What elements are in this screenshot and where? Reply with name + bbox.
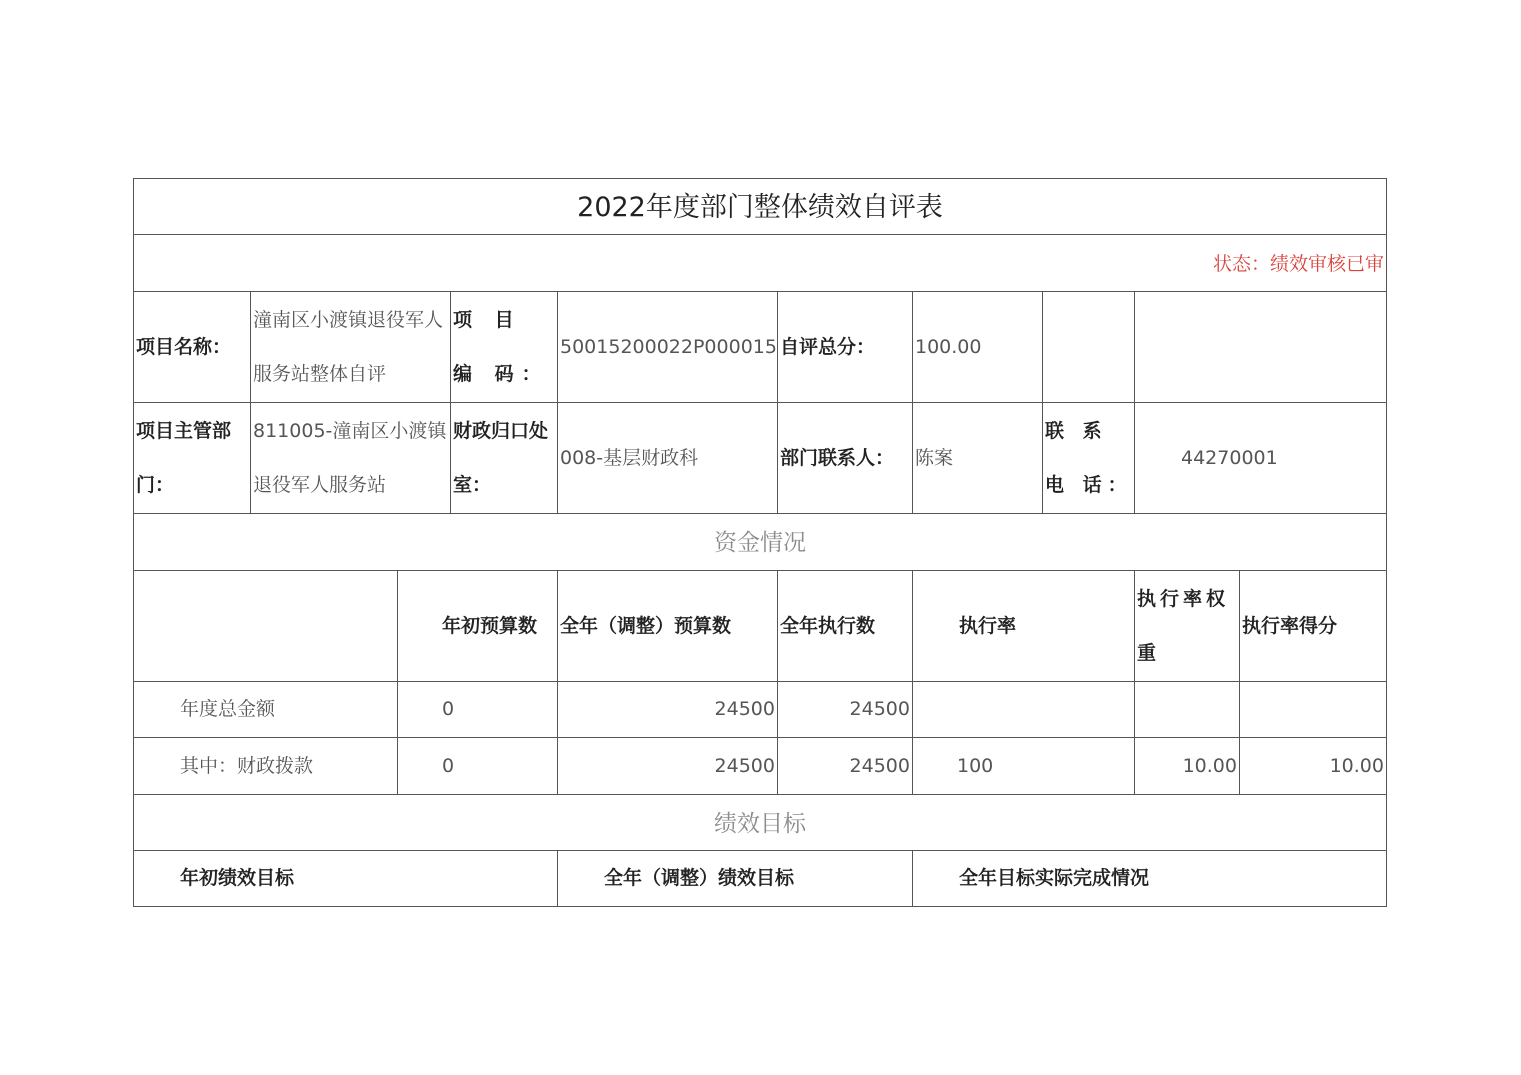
project-code-label: 项 目 编 码： xyxy=(450,291,558,403)
row-fiscal-score: 10.00 xyxy=(1239,737,1387,795)
header-adjusted-budget: 全年（调整）预算数 xyxy=(557,570,778,682)
status-badge: 状态：绩效审核已审 xyxy=(133,234,1387,292)
project-code-value: 50015200022P000015 xyxy=(557,291,778,403)
row-fiscal-rate: 100 xyxy=(912,737,1135,795)
empty-cell xyxy=(1042,291,1135,403)
funds-header-blank xyxy=(133,570,398,682)
dept-label: 项目主管部门： xyxy=(133,402,251,514)
project-name-value: 潼南区小渡镇退役军人服务站整体自评 xyxy=(250,291,451,403)
empty-cell xyxy=(1134,291,1387,403)
header-weight: 执行率权重 xyxy=(1134,570,1240,682)
header-rate: 执行率 xyxy=(912,570,1135,682)
phone-value: 44270001 xyxy=(1134,402,1387,514)
score-value: 100.00 xyxy=(912,291,1043,403)
row-total-weight xyxy=(1134,681,1240,738)
row-total-executed: 24500 xyxy=(777,681,913,738)
header-rate-score: 执行率得分 xyxy=(1239,570,1387,682)
dept-value: 811005-潼南区小渡镇退役军人服务站 xyxy=(250,402,451,514)
phone-label: 联 系 电 话： xyxy=(1042,402,1135,514)
row-total-adjusted: 24500 xyxy=(557,681,778,738)
header-executed: 全年执行数 xyxy=(777,570,913,682)
contact-value: 陈案 xyxy=(912,402,1043,514)
score-label: 自评总分： xyxy=(777,291,913,403)
self-evaluation-table xyxy=(134,179,1388,908)
goal-initial-header: 年初绩效目标 xyxy=(133,850,558,907)
finance-label: 财政归口处室： xyxy=(450,402,558,514)
goal-adjusted-header: 全年（调整）绩效目标 xyxy=(557,850,913,907)
row-fiscal-adjusted: 24500 xyxy=(557,737,778,795)
row-fiscal-executed: 24500 xyxy=(777,737,913,795)
header-initial-budget: 年初预算数 xyxy=(397,570,558,682)
goal-actual-header: 全年目标实际完成情况 xyxy=(912,850,1387,907)
contact-label: 部门联系人： xyxy=(777,402,913,514)
row-total-label: 年度总金额 xyxy=(133,681,398,738)
row-fiscal-initial: 0 xyxy=(397,737,558,795)
finance-value: 008-基层财政科 xyxy=(557,402,778,514)
goals-section-title: 绩效目标 xyxy=(133,794,1387,851)
funds-section-title: 资金情况 xyxy=(133,513,1387,571)
project-name-label: 项目名称： xyxy=(133,291,251,403)
row-fiscal-weight: 10.00 xyxy=(1134,737,1240,795)
row-fiscal-label: 其中：财政拨款 xyxy=(133,737,398,795)
row-total-score xyxy=(1239,681,1387,738)
page-title: 2022年度部门整体绩效自评表 xyxy=(133,178,1387,235)
row-total-initial: 0 xyxy=(397,681,558,738)
row-total-rate xyxy=(912,681,1135,738)
